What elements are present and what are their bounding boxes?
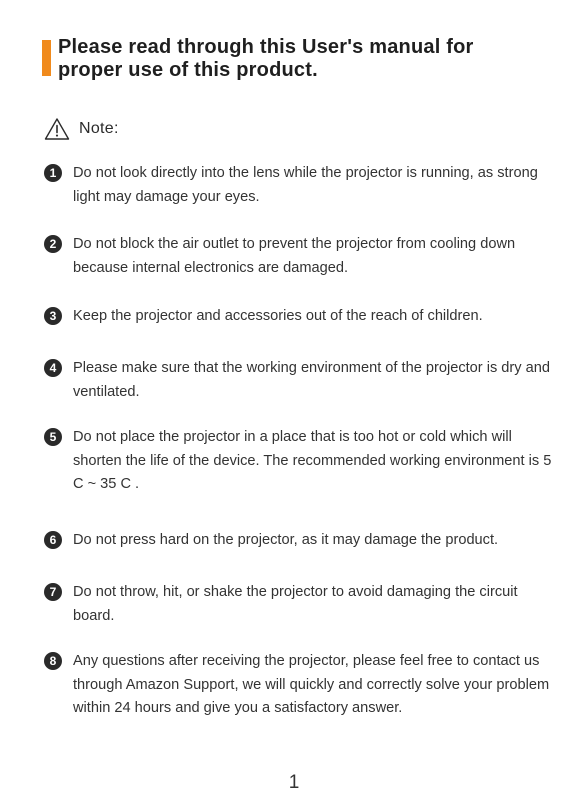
note-heading (44, 116, 119, 142)
page-title (58, 36, 474, 82)
item-text: Do not throw, hit, or shake the projector to avoid damaging the circuit board. (73, 584, 518, 624)
item-text: Do not block the air outlet to prevent the projector from cooling down because internal electronics are damaged. (73, 236, 516, 276)
item-number-badge: 7 (44, 583, 62, 601)
item-text: Any questions after receiving the projector, please feel free to contact us through Amazon Support, we will quickly and correctly solve your problem within 24 hours and give you a satisfactory answer. (73, 653, 550, 716)
item-number-badge: 5 (44, 428, 62, 446)
warning-triangle-icon (44, 117, 70, 141)
item-number-badge: 4 (44, 359, 62, 377)
item-number-badge: 2 (44, 235, 62, 253)
accent-bar (42, 40, 51, 76)
title-line-2: proper use of this product. (58, 59, 318, 81)
item-text: Keep the projector and accessories out of the reach of children. (73, 308, 483, 324)
item-number-badge: 3 (44, 307, 62, 325)
item-number-badge: 6 (44, 531, 62, 549)
note-label: Note: (79, 120, 119, 137)
manual-header (42, 36, 562, 86)
item-number-badge: 8 (44, 652, 62, 670)
title-line-1: Please read through this User's manual for (58, 36, 474, 58)
item-text: Do not press hard on the projector, as it may damage the product. (73, 532, 499, 548)
item-text: Do not place the projector in a place that is too hot or cold which will shorten the life of the device. The recommended working environment is 5 C ~ 35 C . (73, 429, 552, 492)
item-text: Please make sure that the working environment of the projector is dry and ventilated. (73, 360, 550, 400)
item-text: Do not look directly into the lens while the projector is running, as strong light may damage your eyes. (73, 165, 538, 205)
item-number-badge: 1 (44, 164, 62, 182)
page-number: 1 (288, 772, 300, 793)
